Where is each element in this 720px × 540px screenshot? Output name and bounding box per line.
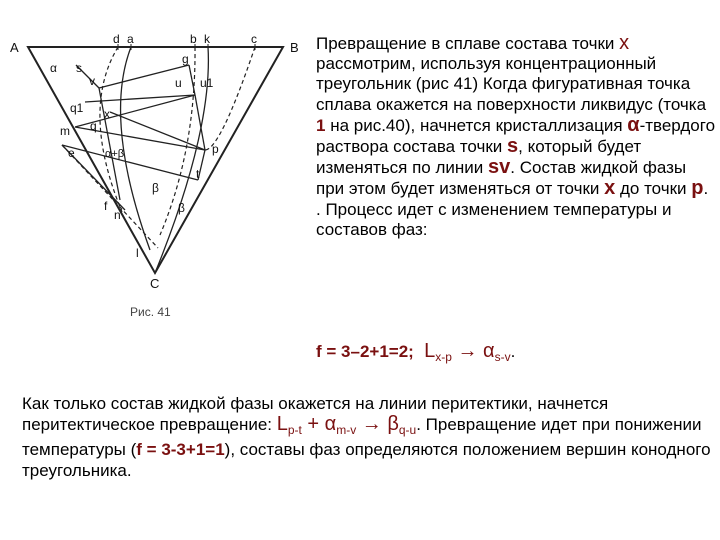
label-l: l: [136, 246, 139, 260]
label-p: p: [212, 142, 219, 156]
label-u1: u1: [200, 76, 214, 90]
paragraph-2: Как только состав жидкой фазы окажется на линии перитектики, начнется перитектическое превращение: $L_{p-t} + \alpha_{m-v} \to \beta_{q-u}$. Превращение идет при понижении температуры (f = 3-3+1=1), составы фаз определяются положением вершин конодного треугольника.: [22, 394, 711, 480]
label-k: k: [204, 32, 210, 46]
formula-crystallization: f = 3–2+1=2; $L_{x-p} \to \alpha_{s-v}$.: [316, 340, 516, 364]
label-d: d: [113, 32, 120, 46]
label-u: u: [175, 76, 182, 90]
label-beta-1: β: [152, 181, 159, 195]
label-c: c: [251, 32, 257, 46]
label-m: m: [60, 124, 70, 138]
label-f: f: [104, 199, 108, 213]
label-g: g: [182, 52, 189, 66]
label-alpha-beta: α+β: [105, 148, 125, 160]
label-s: s: [76, 61, 82, 75]
label-b: b: [190, 32, 197, 46]
label-alpha: α: [50, 61, 57, 75]
figure-caption: Рис. 41: [130, 305, 171, 319]
triangle-outline: [28, 47, 283, 273]
vertex-b-label: B: [290, 40, 299, 55]
label-a: a: [127, 32, 134, 46]
label-v: v: [89, 74, 95, 88]
label-x: x: [104, 107, 110, 121]
paragraph-1: Превращение в сплаве состава точки x рассмотрим, используя концентрационный треугольник (рис 41) Когда фигуративная точка сплава окажется на поверхности ликвидус (точка 1 на рис.40), начнется кристаллизация α-твердого раствора состава точки s, который будет изменяться по линии sv. Состав жидкой фазы при этом будет изменяться от точки x до точки p. . Процесс идет с изменением температуры и составов фаз:: [316, 32, 716, 239]
vertex-a-label: A: [10, 40, 19, 55]
concentration-triangle-figure: [0, 0, 310, 330]
label-n: n: [114, 208, 121, 222]
label-e: e: [68, 146, 75, 160]
label-beta-2: β: [178, 201, 185, 215]
label-q1: q1: [70, 101, 84, 115]
label-t: t: [196, 167, 200, 181]
vertex-c-label: C: [150, 276, 160, 291]
label-q: q: [90, 119, 97, 133]
